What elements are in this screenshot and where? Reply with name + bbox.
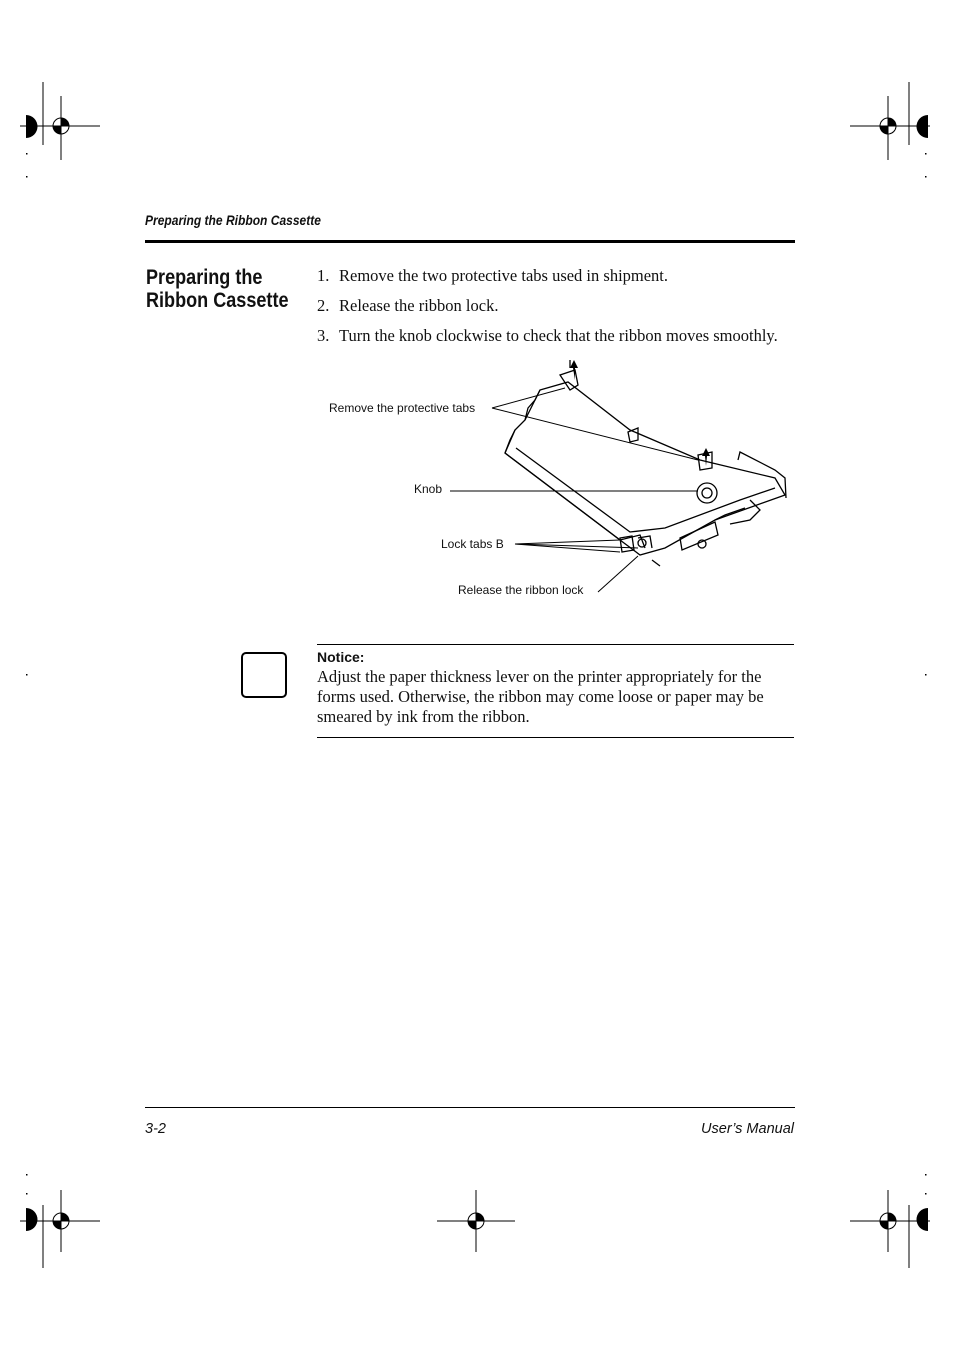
notice-title: Notice: <box>317 649 365 665</box>
label-ribbon-lock: Release the ribbon lock <box>458 583 584 597</box>
step-item <box>317 266 797 286</box>
page-number: 3-2 <box>145 1121 166 1137</box>
label-protective-tabs: Remove the protective tabs <box>329 401 476 415</box>
header-rule <box>145 240 795 243</box>
step-text: Remove the two protective tabs used in shipment. <box>339 266 669 285</box>
step-item <box>317 326 797 346</box>
label-knob: Knob <box>414 482 443 496</box>
section-title <box>146 266 309 312</box>
label-lock-tabs: Lock tabs B <box>441 537 504 551</box>
notice-bottom-rule <box>317 737 794 738</box>
notice-top-rule <box>317 644 794 645</box>
section-title-line-2: Ribbon Cassette <box>146 289 289 312</box>
ribbon-cassette-figure <box>320 360 795 610</box>
step-number: 2. <box>317 296 330 315</box>
step-text: Release the ribbon lock. <box>339 296 499 315</box>
ribbon-cassette-illustration <box>320 360 795 605</box>
step-item <box>317 296 797 316</box>
step-number: 3. <box>317 326 330 345</box>
footer-rule <box>145 1107 795 1108</box>
notice-body: Adjust the paper thickness lever on the printer appropriately for the forms used. Otherwise, the ribbon may come loose or paper may be smeared by ink from the ribbon. <box>317 667 764 726</box>
step-text: Turn the knob clockwise to check that the ribbon moves smoothly. <box>339 326 778 345</box>
section-title-line-1: Preparing the <box>146 266 263 289</box>
procedure-steps <box>317 266 797 356</box>
step-number: 1. <box>317 266 330 285</box>
running-header: Preparing the Ribbon Cassette <box>145 212 321 228</box>
manual-title: User’s Manual <box>701 1121 794 1137</box>
notice-icon <box>241 652 287 698</box>
